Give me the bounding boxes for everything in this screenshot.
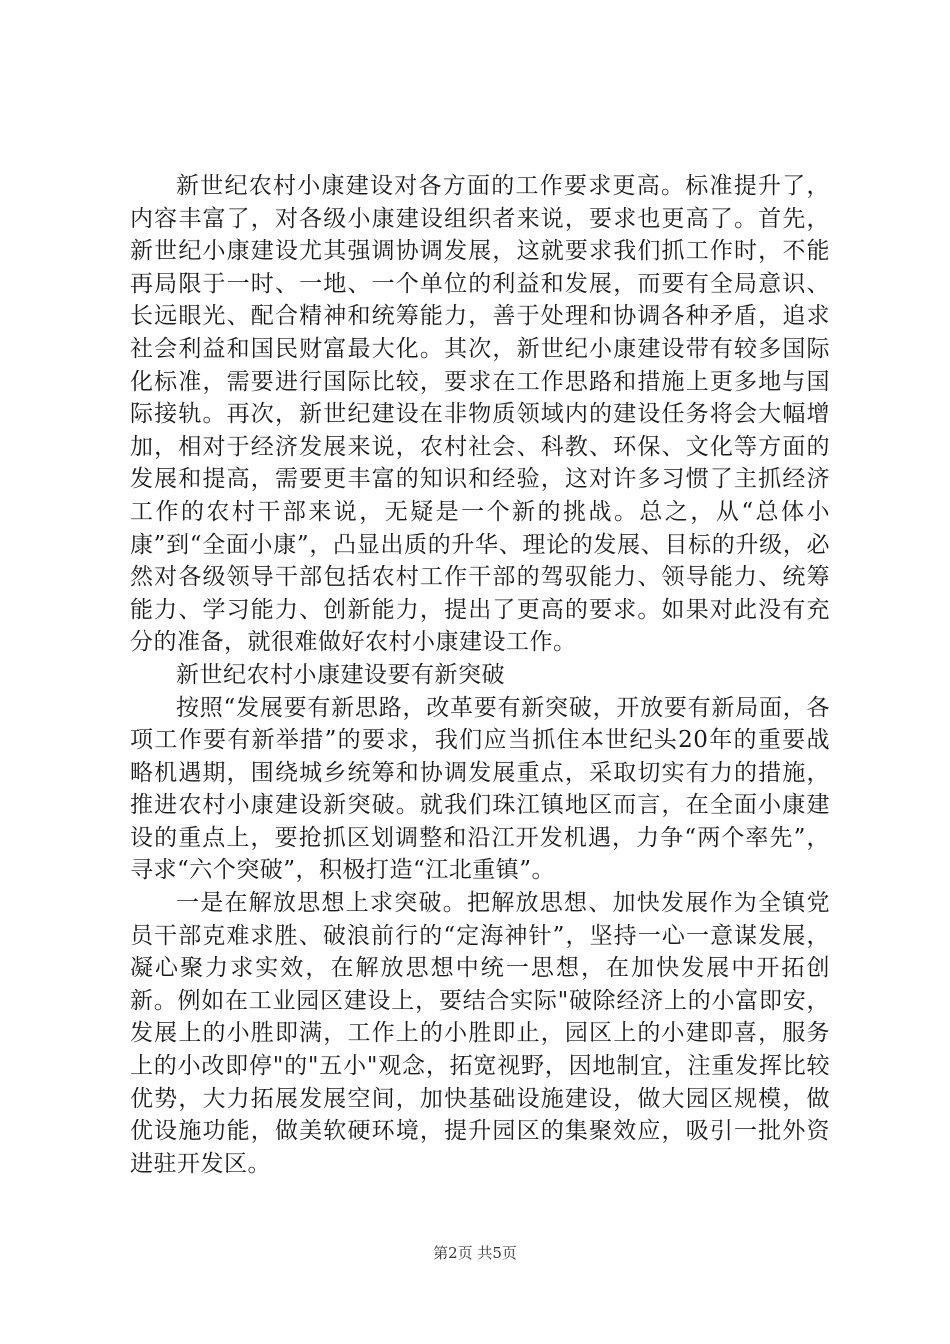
paragraph-requirements: 新世纪农村小康建设对各方面的工作要求更高。标准提升了，内容丰富了，对各级小康建设组织者来说，要求也更高了。首先，新世纪小康建设尤其强调协调发展，这就要求我们抓工作时，不能再局限于一时、一地、一个单位的利益和发展，而要有全局意识、长远眼光、配合精神和统筹能力，善于处理和协调各种矛盾，追求社会利益和国民财富最大化。其次，新世纪小康建设带有较多国际化标准，需要进行国际比较，要求在工作思路和措施上更多地与国际接轨。再次，新世纪建设在非物质领域内的建设任务将会大幅增加，相对于经济发展来说，农村社会、科教、环保、文化等方面的发展和提高，需要更丰富的知识和经验，这对许多习惯了主抓经济工作的农村干部来说，无疑是一个新的挑战。总之，从“总体小康”到“全面小康”，凸显出质的升华、理论的发展、目标的升级，必然对各级领导干部包括农村工作干部的驾驭能力、领导能力、统筹能力、学习能力、创新能力，提出了更高的要求。如果对此没有充分的准备，就很难做好农村小康建设工作。 (130, 173, 830, 656)
section-heading: 新世纪农村小康建设要有新突破 (176, 661, 505, 688)
page-number-footer: 第2页 共5页 (433, 1244, 517, 1262)
paragraph-first-point: 一是在解放思想上求突破。把解放思想、加快发展作为全镇党员干部克难求胜、破浪前行的“定海神针”，坚持一心一意谋发展，凝心聚力求实效，在解放思想中统一思想，在加快发展中开拓创新。例如在工业园区建设上，要结合实际"破除经济上的小富即安，发展上的小胜即满，工作上的小胜即止，园区上的小建即喜，服务上的小改即停"的"五小"观念，拓宽视野，因地制宜，注重发挥比较优势，大力拓展发展空间，加快基础设施建设，做大园区规模，做优设施功能，做美软硬环境，提升园区的集聚效应，吸引一批外资进驻开发区。 (130, 890, 830, 1177)
paragraph-breakthrough: 按照“发展要有新思路，改革要有新突破，开放要有新局面，各项工作要有新举措”的要求，我们应当抓住本世纪头20年的重要战略机遇期，围绕城乡统筹和协调发展重点，采取切实有力的措施，推进农村小康建设新突破。就我们珠江镇地区而言，在全面小康建设的重点上，要抢抓区划调整和沿江开发机遇，力争“两个率先”，寻求“六个突破”，积极打造“江北重镇”。 (130, 694, 830, 884)
document-body (130, 170, 830, 1180)
